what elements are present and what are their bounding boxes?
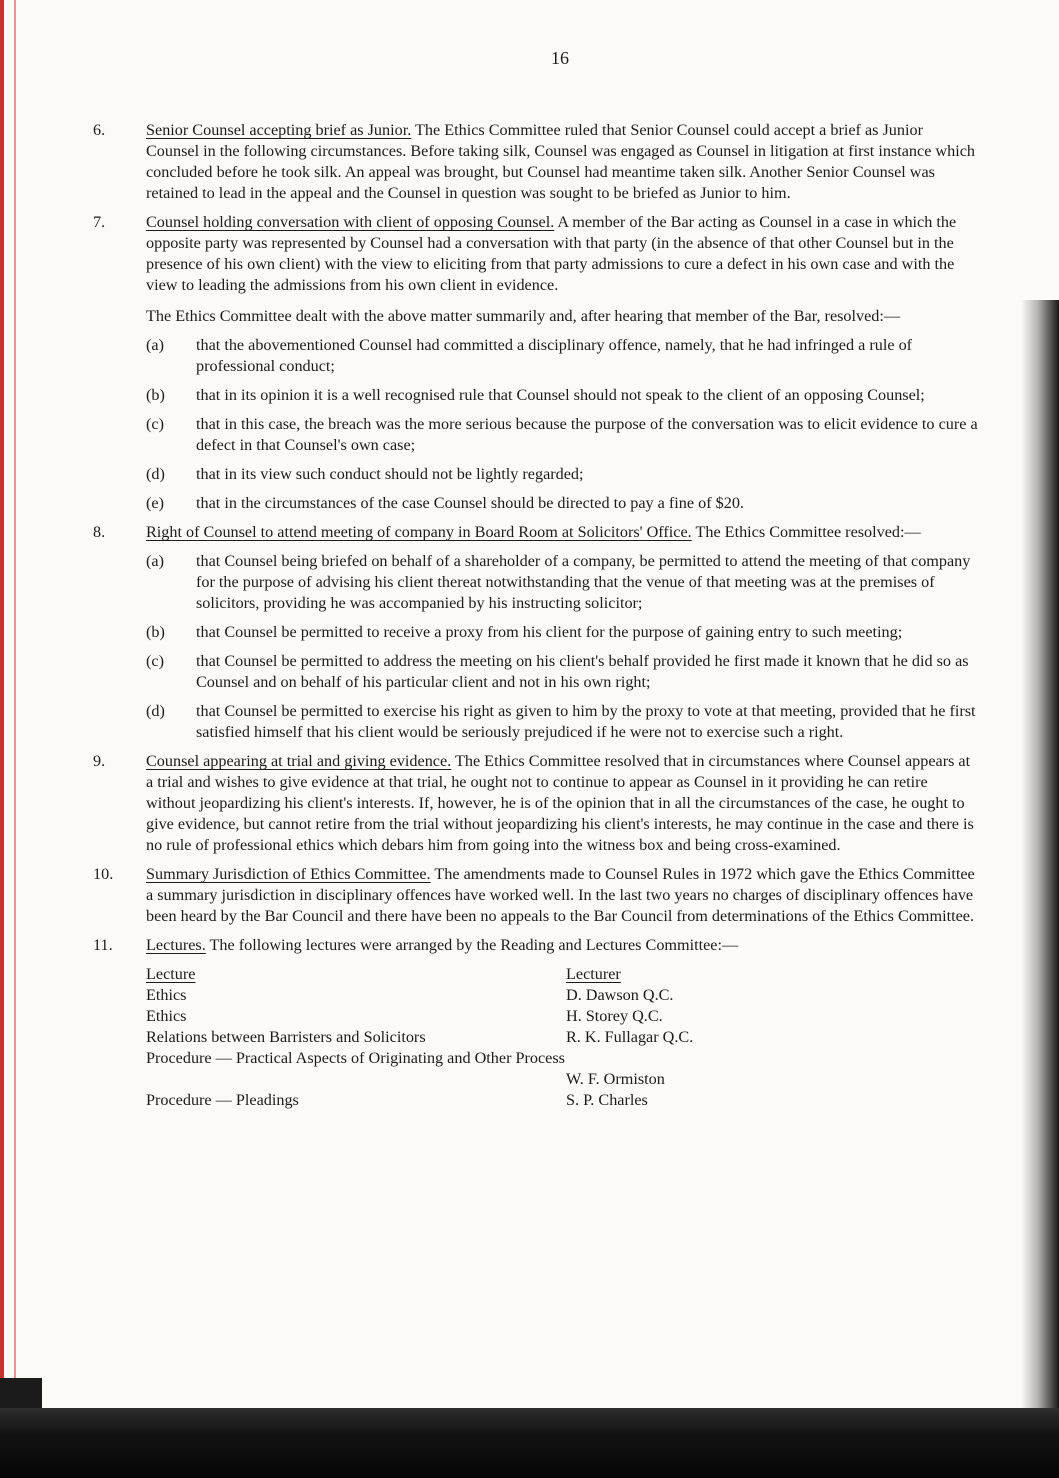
item-number: 6. [93,121,106,139]
red-margin-line-secondary [14,0,16,1400]
sub-item-text: that in this case, the breach was the more serious because the purpose of the conversation was to elicit evidence to cure a defect in that Counsel's own case; [196,415,978,454]
item-text: A member of the Bar acting as Counsel in a case in which the opposite party was represented by Counsel had a conversation with that party (in the absence of that other Counsel but in the presence of his own client) with the view to eliciting from that party admissions to cure a defect in his own case and with the view to leading the admissions from his own client in evidence. [146,213,957,294]
item-paragraph [146,935,978,956]
item-paragraph [146,864,978,927]
item-9 [93,751,978,856]
item-number: 10. [93,865,114,883]
lecturer-name: H. Storey Q.C. [566,1007,663,1025]
red-margin-line [0,0,4,1478]
item-text: The following lectures were arranged by the Reading and Lectures Committee:— [205,936,739,954]
sub-item [146,464,978,485]
sub-item-text: that in its view such conduct should not be lightly regarded; [196,465,584,483]
item-paragraph-2: The Ethics Committee dealt with the above matter summarily and, after hearing that member of the Bar, resolved:— [146,307,901,325]
sub-item [146,651,978,693]
item-paragraph [146,751,978,856]
lecture-title: Relations between Barristers and Solicitors [146,1028,426,1046]
item-7 [93,212,978,514]
sub-item-text: that Counsel being briefed on behalf of a shareholder of a company, be permitted to attend the meeting of that company for the purpose of advising his client thereat notwithstanding that the venue of that meeting was at the premises of solicitors, providing he was accompanied by his instructing solicitor; [196,552,971,612]
lecturer-name: W. F. Ormiston [566,1070,665,1088]
item-title: Lectures. [146,936,206,954]
lecturer-name: D. Dawson Q.C. [566,986,674,1004]
item-11 [93,935,978,1111]
page-edge-shadow [1021,300,1059,1478]
lecturer-name: R. K. Fullagar Q.C. [566,1028,694,1046]
item-number: 7. [93,213,106,231]
item-title: Counsel holding conversation with client of opposing Counsel. [146,213,555,231]
lecturer-column [566,964,866,1111]
document-body [93,120,978,1119]
lecturer-header: Lecturer [566,965,621,983]
item-paragraph [146,212,978,296]
lecture-title: Ethics [146,1007,187,1025]
item-text: The Ethics Committee resolved that in circumstances where Counsel appears at a trial and wishes to give evidence at that trial, he ought not to continue to appear as Counsel in it providing he can retire without jeopardizing his client's interests. If, however, he is of the opinion that in all the circumstances of the case, he ought to give evidence, but cannot retire from the trial without jeopardizing his client's interests, he may continue in the case and there is no rule of professional ethics which debars him from going into the witness box and being cross-examined. [146,752,974,854]
sub-item [146,385,978,406]
item-paragraph [146,522,978,543]
sub-item [146,414,978,456]
lecture-title: Procedure — Practical Aspects of Originating and Other Process [146,1049,565,1067]
sub-item [146,493,978,514]
sub-item-letter: (d) [146,702,165,720]
sub-item [146,335,978,377]
sub-item-text: that in the circumstances of the case Counsel should be directed to pay a fine of $20. [196,494,744,512]
item-title: Summary Jurisdiction of Ethics Committee. [146,865,431,883]
lecture-title: Ethics [146,986,187,1004]
item-title: Right of Counsel to attend meeting of company in Board Room at Solicitors' Office. [146,523,692,541]
item-text: The Ethics Committee ruled that Senior Counsel could accept a brief as Junior Counsel in the following circumstances. Before taking silk, Counsel was engaged as Counsel in litigation at first instance which concluded before he took silk. An appeal was brought, but Counsel had meantime taken silk. Another Senior Counsel was retained to lead in the appeal and the Counsel in question was sought to be briefed as Junior to him. [146,121,975,202]
sub-item-text: that Counsel be permitted to receive a proxy from his client for the purpose of gaining entry to such meeting; [196,623,903,641]
sub-item-letter: (b) [146,623,165,641]
item-number: 8. [93,523,106,541]
sub-item-letter: (b) [146,386,165,404]
item-number: 11. [93,936,113,954]
sub-item-text: that Counsel be permitted to exercise his right as given to him by the proxy to vote at that meeting, provided that he first satisfied himself that his client would be seriously prejudiced if he were not to exercise such a right. [196,702,976,741]
lecture-header: Lecture [146,965,196,983]
item-number: 9. [93,752,106,770]
item-10 [93,864,978,927]
sub-item-letter: (a) [146,552,164,570]
lecture-title: Procedure — Pleadings [146,1091,299,1109]
sub-item-letter: (c) [146,652,164,670]
sub-item-text: that the abovementioned Counsel had committed a disciplinary offence, namely, that he had infringed a rule of professional conduct; [196,336,913,375]
lecturer-name-cell [566,1048,866,1090]
item-6 [93,120,978,204]
item-paragraph [146,120,978,204]
lectures-table [146,964,978,1111]
scan-bottom-edge [0,1408,1059,1478]
sub-item-letter: (a) [146,336,164,354]
sub-item-letter: (e) [146,494,164,512]
item-text: The Ethics Committee resolved:— [691,523,921,541]
lecturer-name: S. P. Charles [566,1091,648,1109]
item-text: The amendments made to Counsel Rules in 1972 which gave the Ethics Committee a summary jurisdiction in disciplinary offences have worked well. In the last two years no charges of disciplinary offences have been heard by the Bar Council and there have been no appeals to the Bar Council from determinations of the Ethics Committee. [146,865,975,925]
page-number: 16 [551,48,569,68]
sub-item [146,551,978,614]
sub-item-text: that in its opinion it is a well recognised rule that Counsel should not speak to the client of an opposing Counsel; [196,386,925,404]
sub-item-text: that Counsel be permitted to address the meeting on his client's behalf provided he first made it known that he did so as Counsel and on behalf of his particular client and not in his own right; [196,652,969,691]
sub-item [146,622,978,643]
lecture-column [146,964,566,1111]
sub-item-letter: (c) [146,415,164,433]
sub-item [146,701,978,743]
item-8 [93,522,978,743]
item-title: Counsel appearing at trial and giving evidence. [146,752,452,770]
item-title: Senior Counsel accepting brief as Junior. [146,121,412,139]
sub-item-letter: (d) [146,465,165,483]
